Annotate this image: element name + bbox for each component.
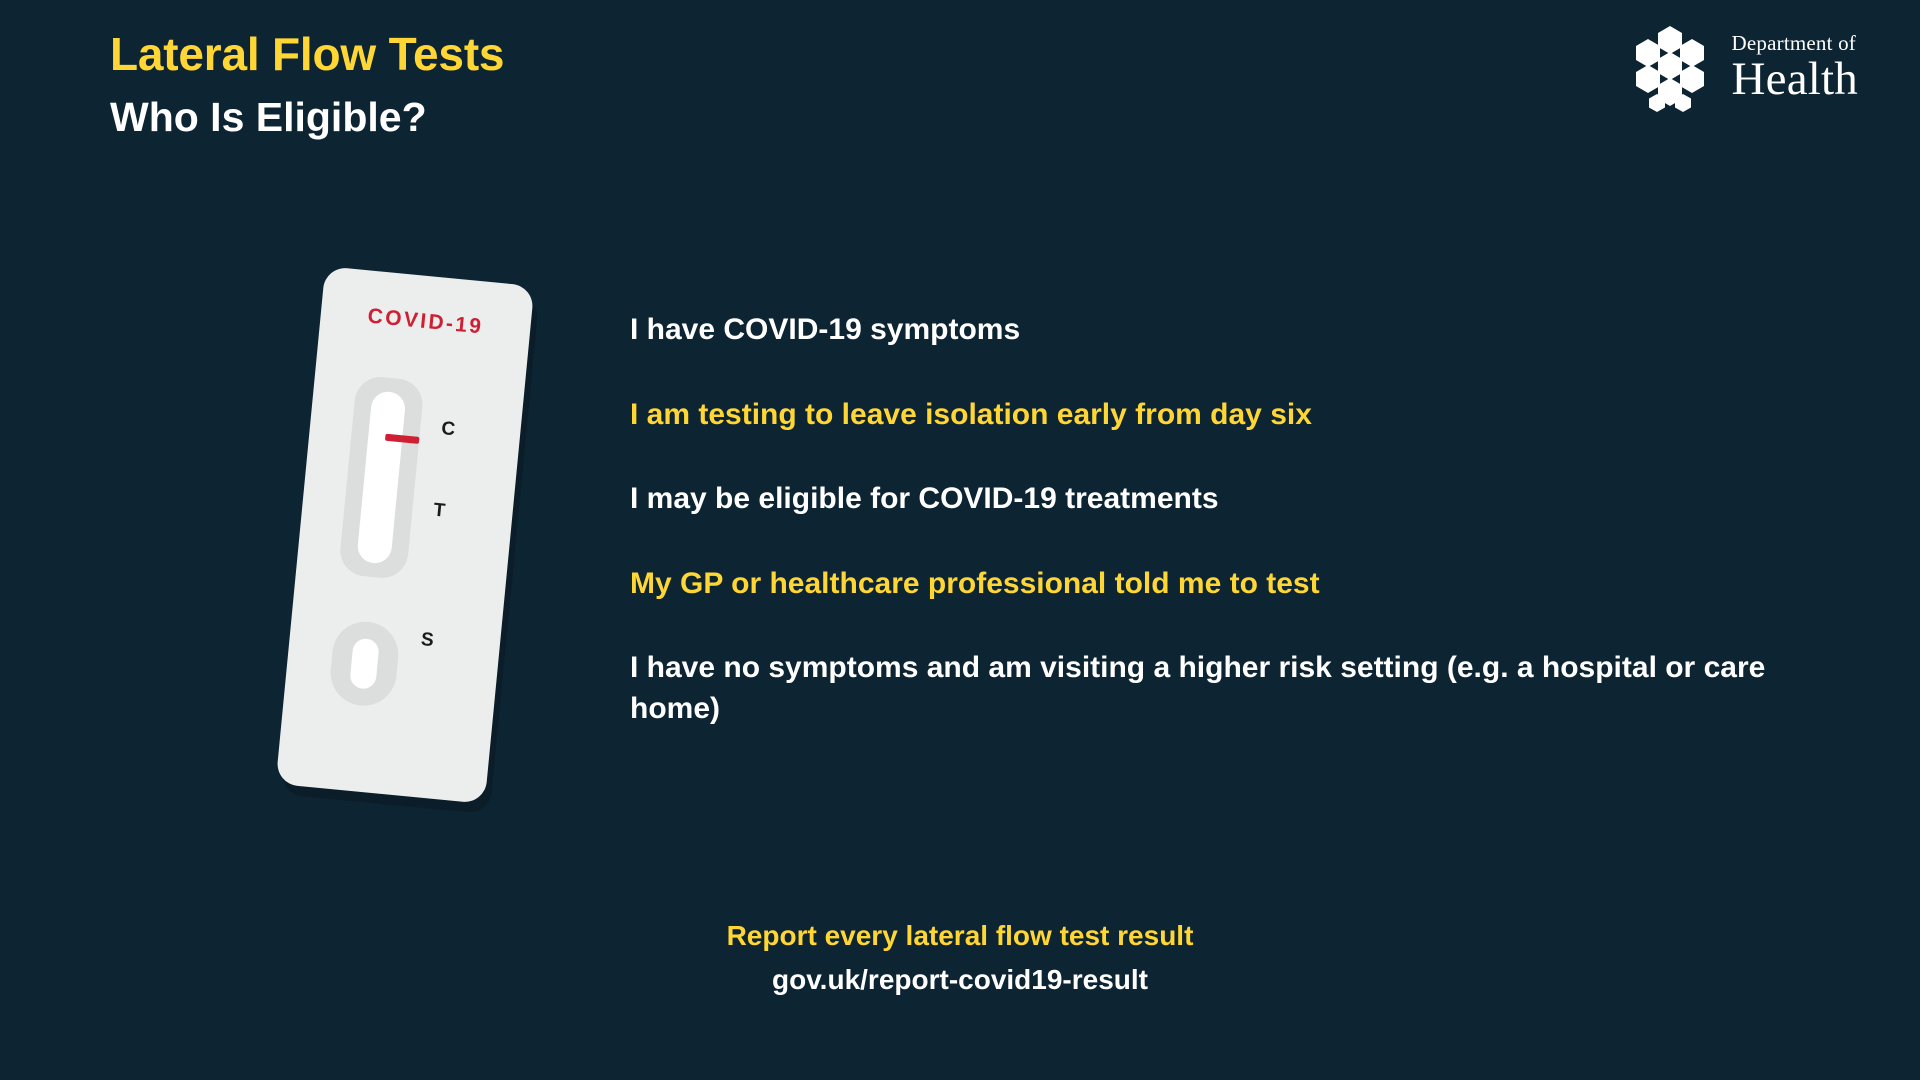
list-item: I may be eligible for COVID-19 treatments [630, 482, 1219, 515]
footer [0, 920, 1920, 996]
page-subtitle: Who Is Eligible? [110, 93, 427, 140]
result-window-strip [356, 390, 406, 564]
list-item: I have no symptoms and am visiting a higher risk setting (e.g. a hospital or care home) [630, 651, 1766, 725]
logo-wordmark [1732, 33, 1858, 107]
sample-well [328, 619, 402, 709]
logo-line-department: Department of [1731, 31, 1856, 55]
header [110, 28, 1860, 168]
list-item: I am testing to leave isolation early from day six [630, 397, 1312, 431]
footer-url: gov.uk/report-covid19-result [771, 964, 1148, 995]
footer-call-to-action: Report every lateral flow test result [726, 920, 1194, 951]
cassette-brand-label: COVID-19 [366, 304, 485, 339]
marker-sample: S [420, 629, 435, 652]
list-item: My GP or healthcare professional told me to test [630, 566, 1320, 600]
list-item: I have COVID-19 symptoms [630, 313, 1021, 346]
marker-test: T [432, 499, 447, 522]
control-line-indicator [385, 434, 420, 444]
hexagon-cluster-icon [1624, 24, 1716, 116]
eligibility-list [630, 310, 1790, 729]
logo-line-health: Health [1731, 53, 1858, 105]
marker-control: C [440, 418, 457, 441]
test-cassette [276, 266, 535, 804]
lateral-flow-test-illustration [290, 265, 550, 825]
sample-well-inner [349, 638, 380, 690]
department-of-health-logo [1624, 24, 1858, 116]
result-window [338, 375, 425, 581]
page-title: Lateral Flow Tests [110, 28, 505, 80]
